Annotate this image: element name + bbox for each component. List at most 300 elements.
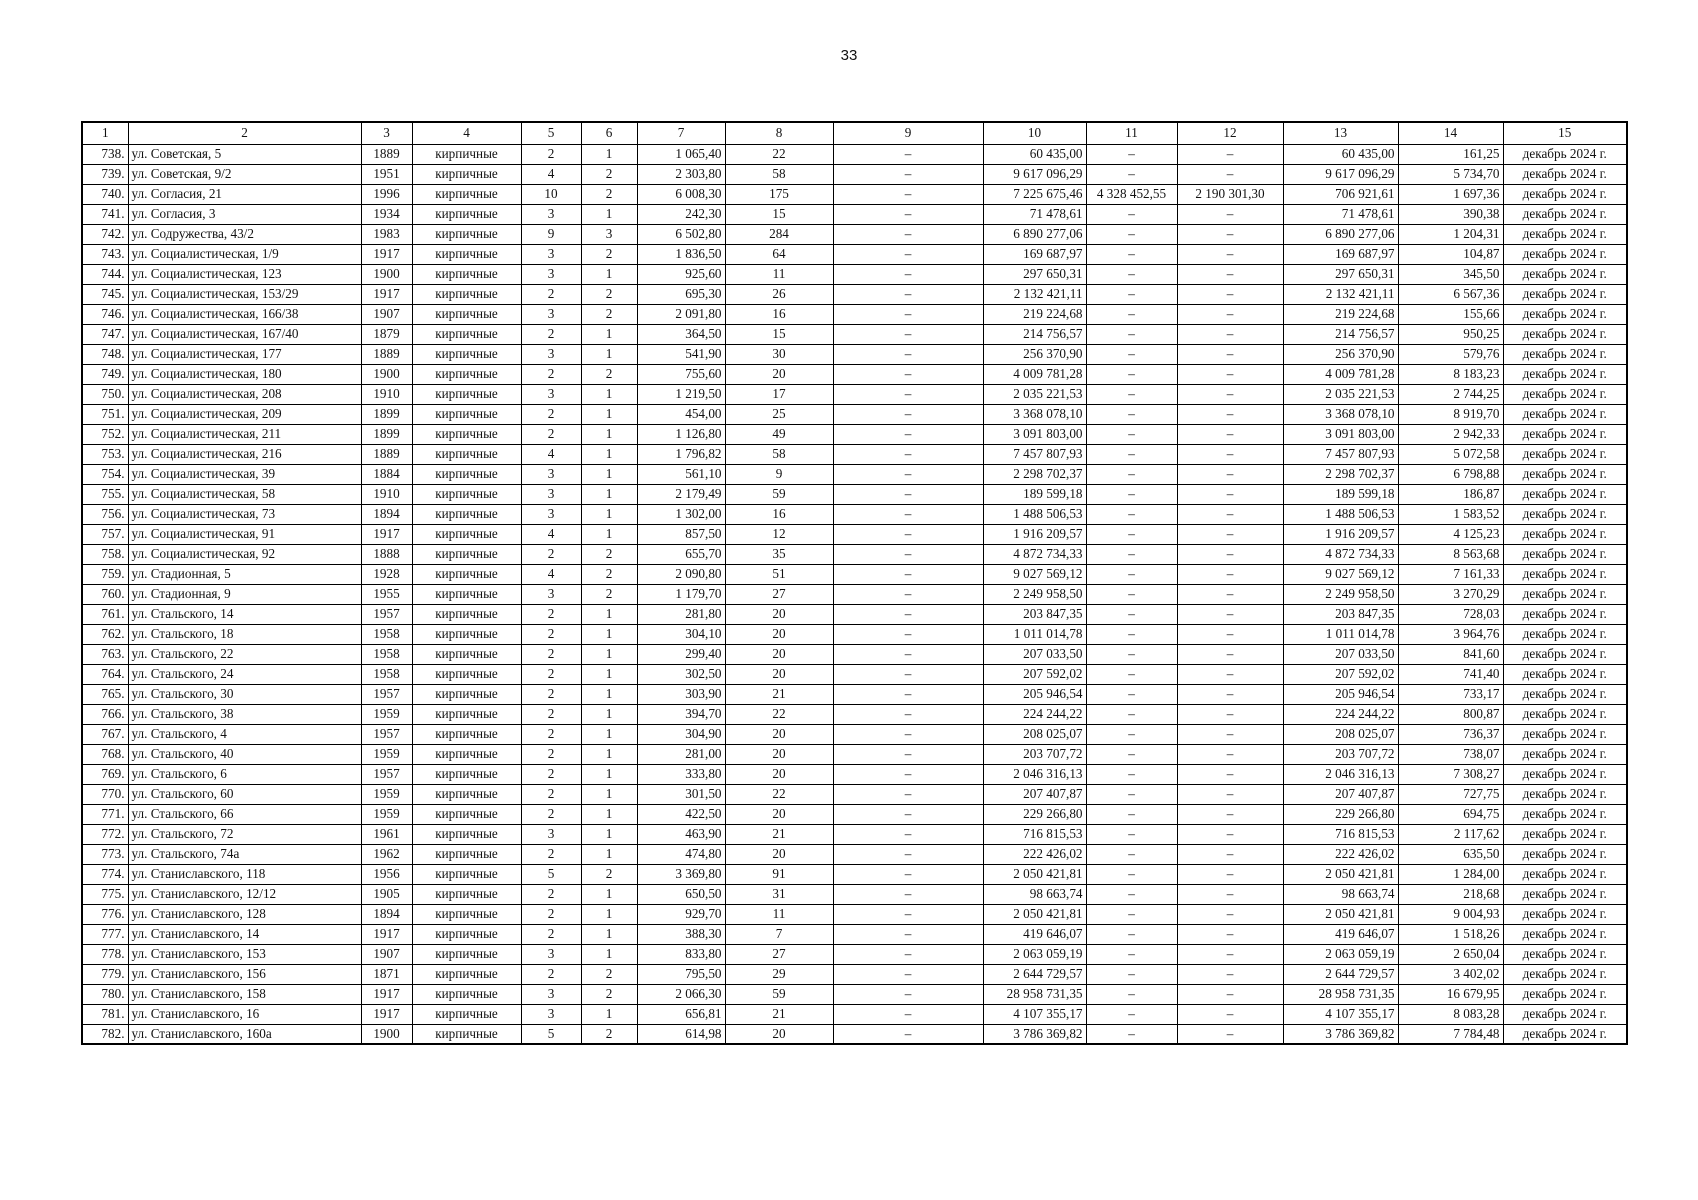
table-cell: 30	[725, 344, 833, 364]
table-cell: –	[1086, 404, 1177, 424]
address-cell: ул. Стальского, 60	[128, 784, 361, 804]
table-cell: 1871	[361, 964, 412, 984]
row-number-cell: 765.	[82, 684, 128, 704]
table-cell: кирпичные	[412, 424, 521, 444]
table-cell: 2	[581, 564, 637, 584]
table-cell: 1961	[361, 824, 412, 844]
table-cell: кирпичные	[412, 364, 521, 384]
table-cell: –	[1086, 264, 1177, 284]
table-cell: –	[1086, 1004, 1177, 1024]
table-cell: 11	[725, 904, 833, 924]
table-cell: –	[833, 324, 983, 344]
table-cell: 7	[725, 924, 833, 944]
table-cell: кирпичные	[412, 464, 521, 484]
table-cell: 21	[725, 824, 833, 844]
table-cell: 2 744,25	[1398, 384, 1503, 404]
table-cell: декабрь 2024 г.	[1503, 904, 1627, 924]
table-cell: –	[1177, 484, 1283, 504]
table-cell: 1	[581, 704, 637, 724]
table-cell: 71 478,61	[983, 204, 1086, 224]
table-cell: декабрь 2024 г.	[1503, 464, 1627, 484]
table-cell: декабрь 2024 г.	[1503, 544, 1627, 564]
table-cell: 7 457 807,93	[1283, 444, 1398, 464]
table-cell: 9 617 096,29	[1283, 164, 1398, 184]
table-row	[82, 764, 1627, 784]
table-cell: 9 027 569,12	[1283, 564, 1398, 584]
table-cell: 208 025,07	[983, 724, 1086, 744]
address-cell: ул. Согласия, 21	[128, 184, 361, 204]
table-cell: 1934	[361, 204, 412, 224]
table-cell: –	[1177, 304, 1283, 324]
table-cell: –	[1086, 464, 1177, 484]
table-cell: 218,68	[1398, 884, 1503, 904]
table-cell: 297 650,31	[1283, 264, 1398, 284]
table-cell: 2	[521, 784, 581, 804]
table-cell: 8 919,70	[1398, 404, 1503, 424]
table-cell: 58	[725, 444, 833, 464]
table-cell: 3 964,76	[1398, 624, 1503, 644]
table-cell: 1879	[361, 324, 412, 344]
table-cell: декабрь 2024 г.	[1503, 204, 1627, 224]
table-cell: 2 050 421,81	[1283, 864, 1398, 884]
table-cell: 16	[725, 504, 833, 524]
table-cell: 8 563,68	[1398, 544, 1503, 564]
table-cell: 2	[521, 404, 581, 424]
row-number-cell: 755.	[82, 484, 128, 504]
table-cell: 169 687,97	[983, 244, 1086, 264]
table-cell: 2 063 059,19	[1283, 944, 1398, 964]
table-cell: 1	[581, 264, 637, 284]
table-cell: декабрь 2024 г.	[1503, 1004, 1627, 1024]
table-cell: 2 132 421,11	[1283, 284, 1398, 304]
table-cell: –	[1086, 544, 1177, 564]
table-row	[82, 964, 1627, 984]
row-number-cell: 750.	[82, 384, 128, 404]
table-cell: 9 027 569,12	[983, 564, 1086, 584]
table-cell: 1900	[361, 1024, 412, 1044]
table-cell: кирпичные	[412, 904, 521, 924]
table-cell: декабрь 2024 г.	[1503, 424, 1627, 444]
table-cell: кирпичные	[412, 924, 521, 944]
table-cell: 1983	[361, 224, 412, 244]
address-cell: ул. Стальского, 6	[128, 764, 361, 784]
table-cell: декабрь 2024 г.	[1503, 864, 1627, 884]
column-header-15: 15	[1503, 122, 1627, 144]
table-cell: 22	[725, 704, 833, 724]
table-cell: –	[833, 924, 983, 944]
row-number-cell: 772.	[82, 824, 128, 844]
table-cell: 3 369,80	[637, 864, 725, 884]
table-cell: 207 407,87	[983, 784, 1086, 804]
table-cell: –	[833, 424, 983, 444]
address-cell: ул. Социалистическая, 166/38	[128, 304, 361, 324]
address-cell: ул. Стальского, 30	[128, 684, 361, 704]
table-cell: 9 004,93	[1398, 904, 1503, 924]
table-cell: декабрь 2024 г.	[1503, 244, 1627, 264]
table-cell: 2 090,80	[637, 564, 725, 584]
table-cell: –	[1086, 844, 1177, 864]
table-cell: 2	[521, 964, 581, 984]
table-cell: 741,40	[1398, 664, 1503, 684]
table-cell: –	[1177, 1024, 1283, 1044]
table-cell: 1	[581, 784, 637, 804]
table-cell: 1958	[361, 644, 412, 664]
table-cell: 26	[725, 284, 833, 304]
table-cell: 1884	[361, 464, 412, 484]
table-cell: 16	[725, 304, 833, 324]
table-cell: 2 942,33	[1398, 424, 1503, 444]
table-cell: 2 035 221,53	[983, 384, 1086, 404]
row-number-cell: 753.	[82, 444, 128, 464]
table-cell: –	[1086, 824, 1177, 844]
table-cell: 1	[581, 424, 637, 444]
table-cell: 1	[581, 684, 637, 704]
table-cell: –	[1086, 744, 1177, 764]
table-row	[82, 324, 1627, 344]
column-header-4: 4	[412, 122, 521, 144]
table-cell: 1	[581, 624, 637, 644]
table-cell: 22	[725, 784, 833, 804]
table-cell: 2	[521, 604, 581, 624]
table-cell: 2 650,04	[1398, 944, 1503, 964]
address-cell: ул. Станиславского, 12/12	[128, 884, 361, 904]
table-cell: 207 033,50	[983, 644, 1086, 664]
table-cell: –	[1177, 864, 1283, 884]
address-cell: ул. Социалистическая, 211	[128, 424, 361, 444]
row-number-cell: 770.	[82, 784, 128, 804]
address-cell: ул. Станиславского, 118	[128, 864, 361, 884]
table-cell: 2	[521, 684, 581, 704]
table-cell: кирпичные	[412, 324, 521, 344]
table-cell: 1917	[361, 1004, 412, 1024]
table-cell: 3	[521, 384, 581, 404]
table-cell: –	[833, 804, 983, 824]
table-cell: 2 249 958,50	[983, 584, 1086, 604]
table-row	[82, 644, 1627, 664]
table-cell: –	[1086, 664, 1177, 684]
table-cell: 2	[581, 1024, 637, 1044]
table-cell: 2 050 421,81	[1283, 904, 1398, 924]
table-cell: декабрь 2024 г.	[1503, 444, 1627, 464]
table-cell: –	[1086, 284, 1177, 304]
table-cell: –	[1086, 704, 1177, 724]
table-cell: 11	[725, 264, 833, 284]
table-cell: кирпичные	[412, 1004, 521, 1024]
table-cell: 2	[581, 544, 637, 564]
table-cell: –	[1086, 224, 1177, 244]
table-cell: –	[833, 984, 983, 1004]
table-cell: –	[1086, 344, 1177, 364]
table-row	[82, 524, 1627, 544]
table-cell: 205 946,54	[1283, 684, 1398, 704]
table-cell: кирпичные	[412, 344, 521, 364]
table-cell: 1	[581, 524, 637, 544]
table-cell: 4	[521, 564, 581, 584]
table-cell: 20	[725, 804, 833, 824]
table-cell: 203 707,72	[983, 744, 1086, 764]
table-cell: 1	[581, 764, 637, 784]
table-cell: кирпичные	[412, 784, 521, 804]
table-cell: 925,60	[637, 264, 725, 284]
table-cell: 695,30	[637, 284, 725, 304]
table-cell: кирпичные	[412, 284, 521, 304]
table-row	[82, 404, 1627, 424]
table-row	[82, 264, 1627, 284]
table-cell: 2 190 301,30	[1177, 184, 1283, 204]
row-number-cell: 777.	[82, 924, 128, 944]
table-cell: –	[1177, 324, 1283, 344]
table-cell: 98 663,74	[983, 884, 1086, 904]
row-number-cell: 760.	[82, 584, 128, 604]
table-cell: кирпичные	[412, 564, 521, 584]
address-cell: ул. Социалистическая, 208	[128, 384, 361, 404]
table-row	[82, 804, 1627, 824]
table-cell: кирпичные	[412, 644, 521, 664]
table-cell: 20	[725, 724, 833, 744]
table-cell: 929,70	[637, 904, 725, 924]
table-cell: –	[1177, 1004, 1283, 1024]
row-number-cell: 739.	[82, 164, 128, 184]
table-cell: 1	[581, 804, 637, 824]
table-cell: 1	[581, 384, 637, 404]
table-row	[82, 224, 1627, 244]
table-cell: –	[1177, 944, 1283, 964]
table-cell: 2 644 729,57	[1283, 964, 1398, 984]
table-cell: 1	[581, 464, 637, 484]
table-cell: 15	[725, 204, 833, 224]
table-cell: 5 072,58	[1398, 444, 1503, 464]
table-cell: –	[1177, 824, 1283, 844]
table-cell: 169 687,97	[1283, 244, 1398, 264]
row-number-cell: 781.	[82, 1004, 128, 1024]
table-cell: 2	[581, 584, 637, 604]
table-cell: кирпичные	[412, 584, 521, 604]
table-row	[82, 784, 1627, 804]
address-cell: ул. Станиславского, 16	[128, 1004, 361, 1024]
table-cell: 1894	[361, 904, 412, 924]
table-cell: 3 091 803,00	[983, 424, 1086, 444]
table-cell: 29	[725, 964, 833, 984]
table-cell: 1917	[361, 284, 412, 304]
table-cell: 1 219,50	[637, 384, 725, 404]
table-cell: 419 646,07	[1283, 924, 1398, 944]
address-cell: ул. Содружества, 43/2	[128, 224, 361, 244]
table-cell: 9	[521, 224, 581, 244]
table-cell: 1917	[361, 244, 412, 264]
table-cell: кирпичные	[412, 944, 521, 964]
table-cell: 28 958 731,35	[1283, 984, 1398, 1004]
table-cell: 6 890 277,06	[1283, 224, 1398, 244]
table-cell: 224 244,22	[1283, 704, 1398, 724]
table-cell: 1905	[361, 884, 412, 904]
table-cell: 422,50	[637, 804, 725, 824]
table-cell: 256 370,90	[983, 344, 1086, 364]
table-cell: –	[1177, 384, 1283, 404]
table-cell: –	[1177, 404, 1283, 424]
address-cell: ул. Советская, 9/2	[128, 164, 361, 184]
table-cell: 2 046 316,13	[983, 764, 1086, 784]
table-row	[82, 684, 1627, 704]
table-cell: 656,81	[637, 1004, 725, 1024]
address-cell: ул. Социалистическая, 167/40	[128, 324, 361, 344]
table-cell: 297 650,31	[983, 264, 1086, 284]
table-cell: –	[1086, 244, 1177, 264]
table-cell: 2	[521, 804, 581, 824]
table-cell: 3	[521, 824, 581, 844]
housing-registry-table	[81, 121, 1628, 1045]
table-cell: 4 009 781,28	[983, 364, 1086, 384]
table-cell: –	[1086, 684, 1177, 704]
row-number-cell: 747.	[82, 324, 128, 344]
table-cell: кирпичные	[412, 744, 521, 764]
table-row	[82, 484, 1627, 504]
table-cell: 1	[581, 344, 637, 364]
column-header-2: 2	[128, 122, 361, 144]
table-cell: 20	[725, 664, 833, 684]
table-row	[82, 724, 1627, 744]
table-cell: кирпичные	[412, 604, 521, 624]
table-cell: 841,60	[1398, 644, 1503, 664]
table-cell: 3	[521, 584, 581, 604]
table-row	[82, 364, 1627, 384]
table-cell: 214 756,57	[983, 324, 1086, 344]
table-cell: –	[833, 244, 983, 264]
table-cell: 3	[521, 944, 581, 964]
table-cell: –	[1177, 624, 1283, 644]
table-cell: 2	[521, 644, 581, 664]
table-cell: 4 328 452,55	[1086, 184, 1177, 204]
table-cell: кирпичные	[412, 1024, 521, 1044]
table-cell: 161,25	[1398, 144, 1503, 164]
column-header-12: 12	[1177, 122, 1283, 144]
table-cell: –	[1086, 904, 1177, 924]
table-cell: –	[833, 204, 983, 224]
table-cell: 20	[725, 364, 833, 384]
table-cell: 203 707,72	[1283, 744, 1398, 764]
table-cell: –	[1177, 704, 1283, 724]
table-cell: декабрь 2024 г.	[1503, 704, 1627, 724]
table-cell: 299,40	[637, 644, 725, 664]
address-cell: ул. Станиславского, 128	[128, 904, 361, 924]
table-cell: 1 011 014,78	[983, 624, 1086, 644]
table-row	[82, 244, 1627, 264]
table-cell: –	[1177, 664, 1283, 684]
table-cell: 1889	[361, 144, 412, 164]
table-cell: –	[1086, 804, 1177, 824]
row-number-cell: 773.	[82, 844, 128, 864]
table-row	[82, 144, 1627, 164]
table-cell: –	[833, 684, 983, 704]
table-cell: –	[1086, 624, 1177, 644]
table-cell: 1962	[361, 844, 412, 864]
table-cell: 463,90	[637, 824, 725, 844]
table-cell: 1907	[361, 304, 412, 324]
table-cell: 219 224,68	[983, 304, 1086, 324]
table-cell: 1955	[361, 584, 412, 604]
table-cell: 1	[581, 904, 637, 924]
table-cell: –	[1086, 864, 1177, 884]
table-cell: 1	[581, 324, 637, 344]
table-cell: 71 478,61	[1283, 204, 1398, 224]
table-cell: –	[833, 844, 983, 864]
table-cell: –	[833, 944, 983, 964]
table-cell: 222 426,02	[1283, 844, 1398, 864]
table-cell: 8 183,23	[1398, 364, 1503, 384]
row-number-cell: 778.	[82, 944, 128, 964]
table-cell: 1 488 506,53	[1283, 504, 1398, 524]
row-number-cell: 769.	[82, 764, 128, 784]
table-cell: –	[1086, 964, 1177, 984]
column-header-9: 9	[833, 122, 983, 144]
row-number-cell: 763.	[82, 644, 128, 664]
table-cell: 2 132 421,11	[983, 284, 1086, 304]
table-cell: 2	[581, 284, 637, 304]
table-cell: 1	[581, 664, 637, 684]
table-cell: –	[1177, 744, 1283, 764]
table-cell: 20	[725, 1024, 833, 1044]
table-cell: 3	[521, 204, 581, 224]
table-cell: –	[1177, 564, 1283, 584]
row-number-cell: 764.	[82, 664, 128, 684]
table-cell: 2	[581, 364, 637, 384]
table-cell: 2	[521, 364, 581, 384]
table-cell: 694,75	[1398, 804, 1503, 824]
table-cell: –	[1086, 324, 1177, 344]
table-cell: декабрь 2024 г.	[1503, 924, 1627, 944]
column-header-13: 13	[1283, 122, 1398, 144]
table-cell: 1910	[361, 384, 412, 404]
table-cell: –	[1177, 244, 1283, 264]
table-cell: 31	[725, 884, 833, 904]
table-cell: декабрь 2024 г.	[1503, 984, 1627, 1004]
table-cell: 1 488 506,53	[983, 504, 1086, 524]
row-number-cell: 780.	[82, 984, 128, 1004]
table-cell: 1	[581, 1004, 637, 1024]
table-cell: 27	[725, 944, 833, 964]
table-cell: 1889	[361, 344, 412, 364]
table-row	[82, 184, 1627, 204]
table-cell: декабрь 2024 г.	[1503, 724, 1627, 744]
table-cell: 1	[581, 484, 637, 504]
table-cell: 2	[521, 704, 581, 724]
table-cell: 1888	[361, 544, 412, 564]
table-cell: 304,10	[637, 624, 725, 644]
table-cell: 2	[521, 664, 581, 684]
table-row	[82, 664, 1627, 684]
table-row	[82, 544, 1627, 564]
table-cell: 2	[581, 864, 637, 884]
table-cell: 388,30	[637, 924, 725, 944]
row-number-cell: 741.	[82, 204, 128, 224]
table-cell: –	[1086, 644, 1177, 664]
table-cell: 1 284,00	[1398, 864, 1503, 884]
table-cell: 1 518,26	[1398, 924, 1503, 944]
table-cell: 394,70	[637, 704, 725, 724]
table-cell: 419 646,07	[983, 924, 1086, 944]
table-cell: –	[1177, 844, 1283, 864]
table-cell: –	[833, 904, 983, 924]
table-cell: 2 298 702,37	[983, 464, 1086, 484]
table-cell: 2	[521, 744, 581, 764]
table-cell: 2	[521, 844, 581, 864]
row-number-cell: 774.	[82, 864, 128, 884]
table-cell: 1	[581, 844, 637, 864]
table-cell: 242,30	[637, 204, 725, 224]
table-cell: декабрь 2024 г.	[1503, 484, 1627, 504]
table-cell: 2	[521, 724, 581, 744]
row-number-cell: 745.	[82, 284, 128, 304]
table-cell: –	[1177, 544, 1283, 564]
